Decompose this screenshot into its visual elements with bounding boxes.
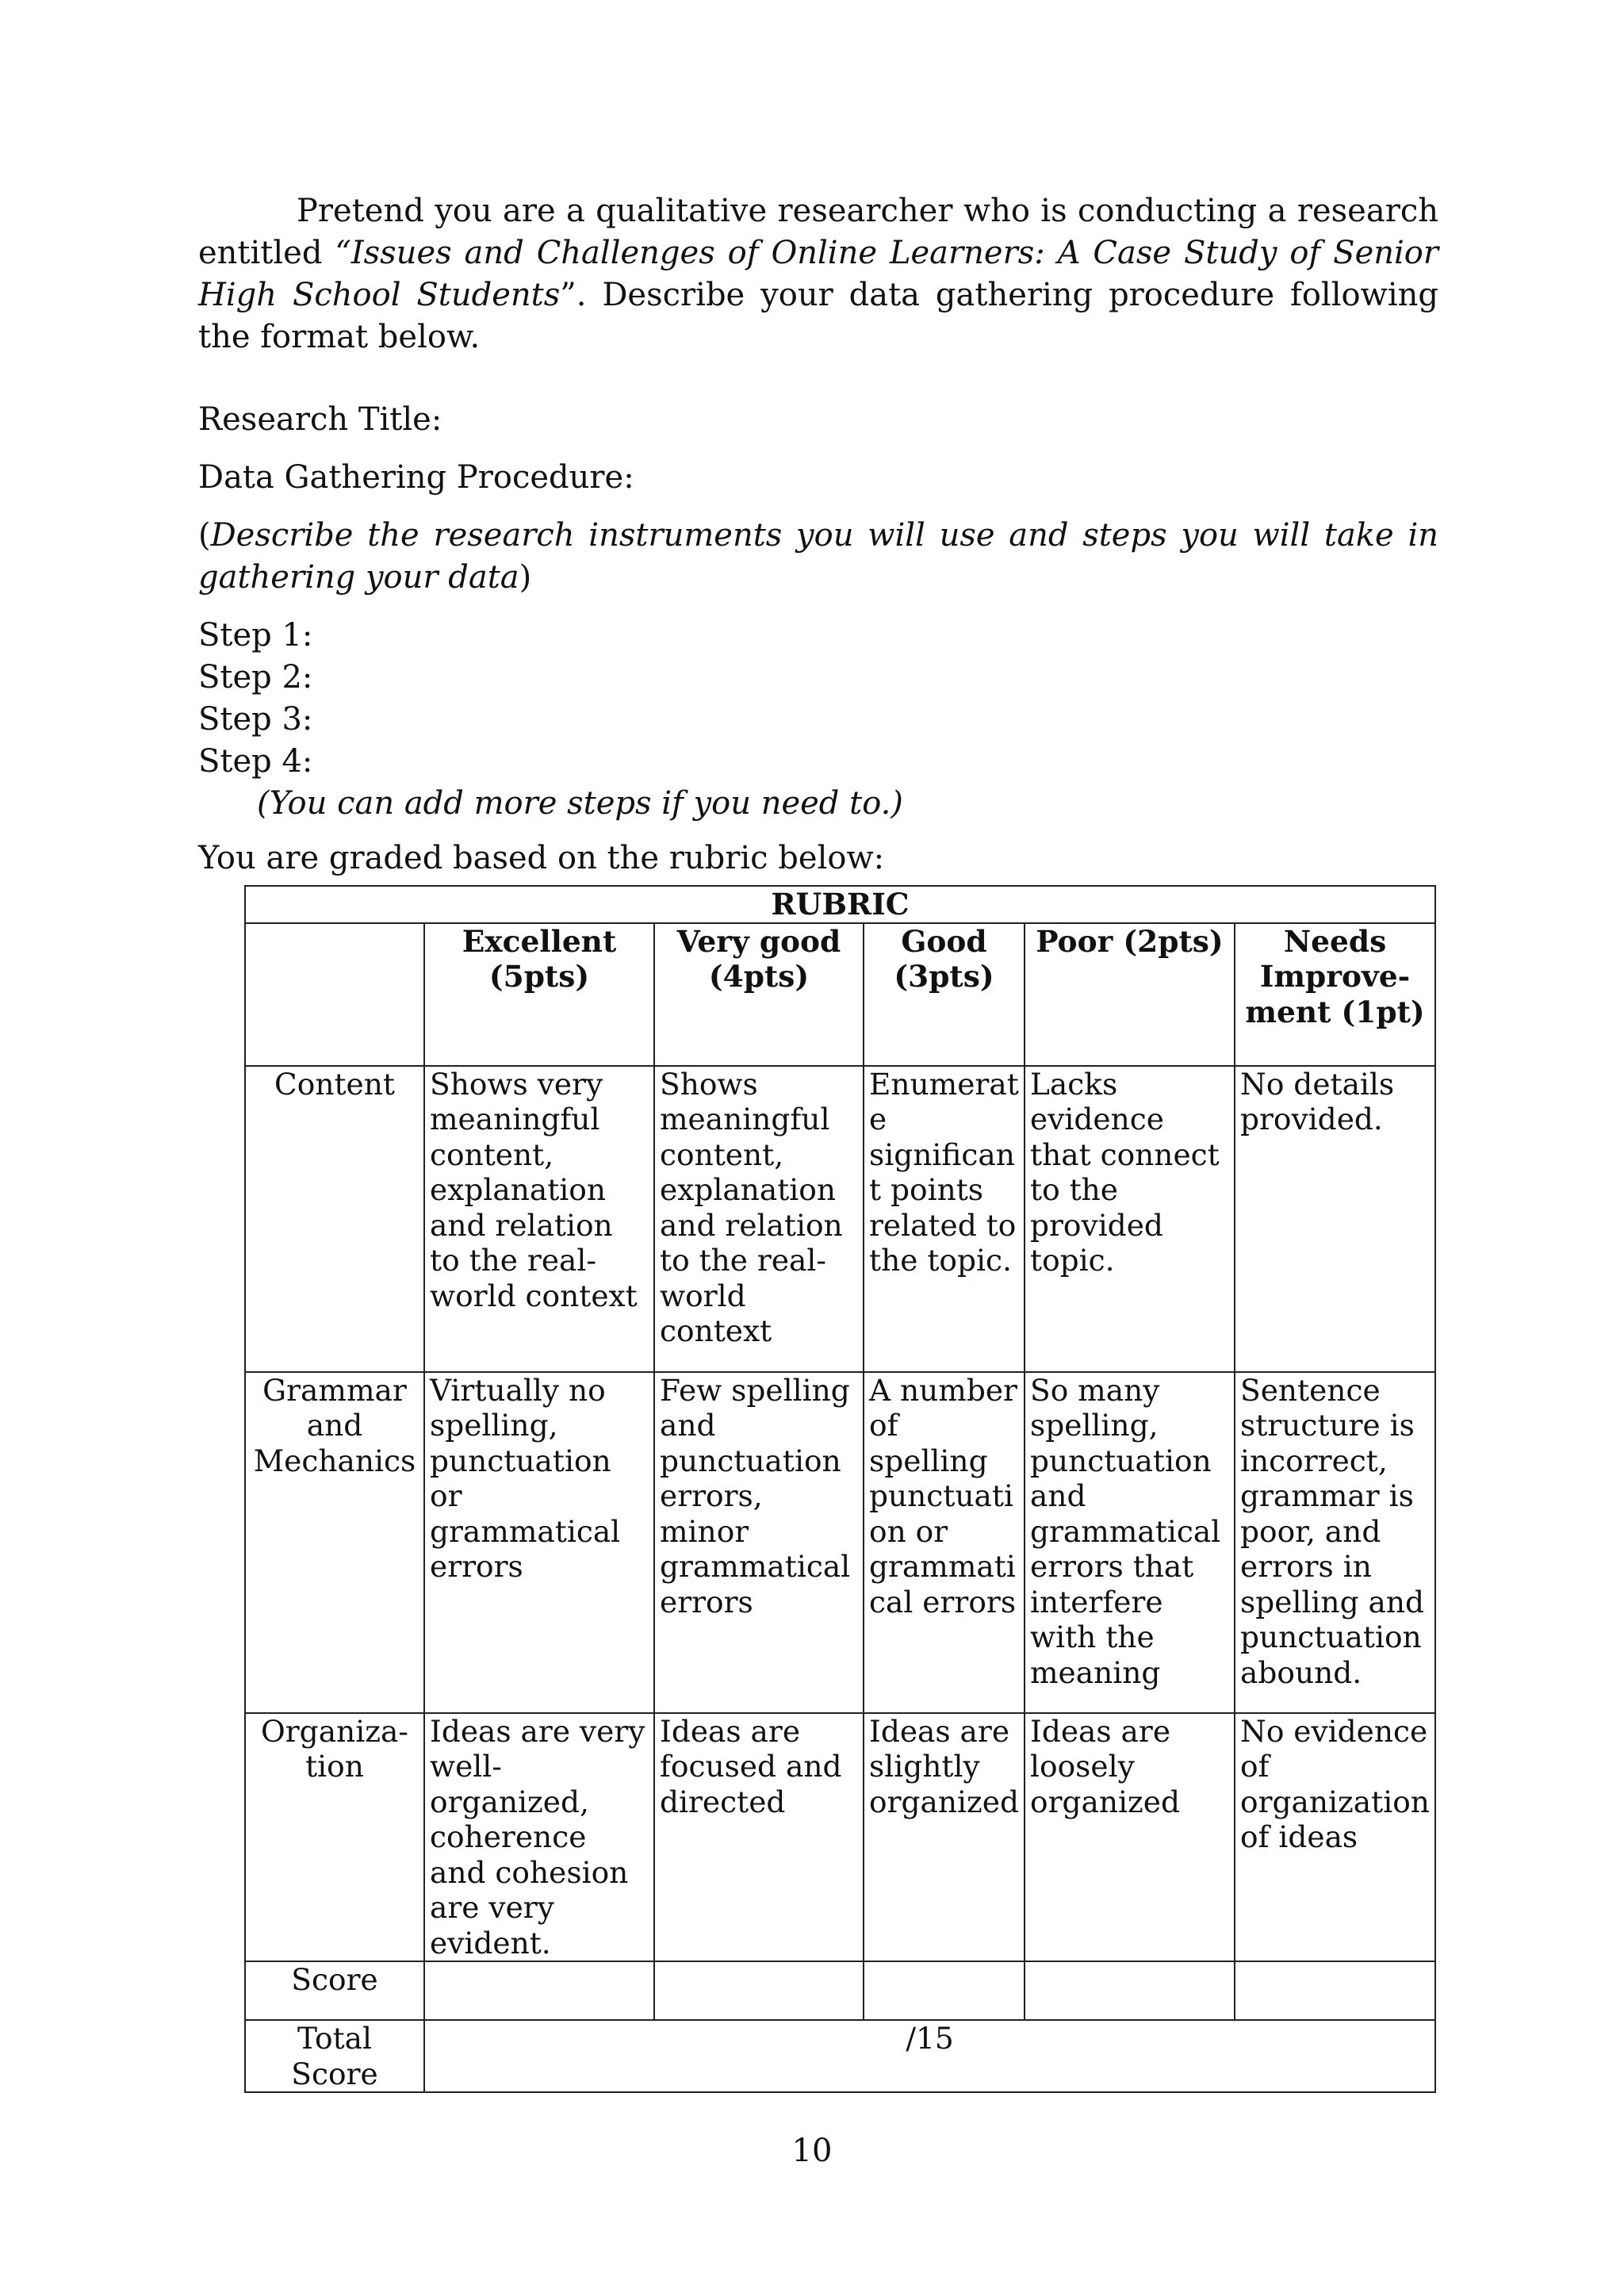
intro-tail: ”. Describe your data gathering procedure following the format below.: [198, 277, 1438, 355]
score-cell[interactable]: [1235, 1961, 1435, 2020]
header-good: Good (3pts): [864, 923, 1025, 1066]
step-item: Step 1:: [198, 617, 313, 654]
header-needs-improvement: Needs Improve-ment (1pt): [1235, 923, 1435, 1066]
rubric-cell: A number of spelling punctuation or grammatical errors: [864, 1372, 1025, 1713]
rubric-cell: Ideas are very well-organized, coherence and cohesion are very evident.: [424, 1713, 654, 1962]
rubric-cell: Enumerate significant points related to the topic.: [864, 1066, 1025, 1372]
instructions-text: Describe the research instruments you will use and steps you will take in gathering your data: [198, 517, 1438, 596]
page-number: 10: [791, 2133, 833, 2169]
rubric-row-organization: [245, 1713, 1435, 1962]
instructions-close-paren: ): [519, 559, 532, 596]
rubric-cell: Few spelling and punctuation errors, minor grammatical errors: [654, 1372, 864, 1713]
rubric-total-row: [245, 2020, 1435, 2092]
rubric-table: [244, 885, 1436, 2093]
step-item: Step 3:: [198, 701, 313, 738]
score-cell[interactable]: [864, 1961, 1025, 2020]
rubric-cell: Sentence structure is incorrect, grammar is poor, and errors in spelling and punctuation abound.: [1235, 1372, 1435, 1713]
rubric-cell: Ideas are loosely organized: [1025, 1713, 1235, 1962]
instructions-open-paren: (: [198, 517, 211, 554]
rubric-title: RUBRIC: [245, 886, 1435, 923]
rubric-score-row: [245, 1961, 1435, 2020]
criterion-content: Content: [245, 1066, 424, 1372]
steps-note: (You can add more steps if you need to.): [257, 785, 903, 822]
score-cell[interactable]: [654, 1961, 864, 2020]
graded-text: You are graded based on the rubric below:: [198, 840, 885, 876]
step-item: Step 2:: [198, 659, 313, 696]
header-very-good: Very good (4pts): [654, 923, 864, 1066]
rubric-cell: Shows very meaningful content, explanation and relation to the real-world context: [424, 1066, 654, 1372]
steps-list: [198, 615, 1438, 783]
intro-paragraph: [198, 190, 1438, 358]
total-score-value: /15: [424, 2020, 1435, 2092]
score-label: Score: [245, 1961, 424, 2020]
instructions: [198, 515, 1438, 599]
header-excellent: Excellent (5pts): [424, 923, 654, 1066]
page-body: [198, 190, 1438, 876]
step-item: Step 4:: [198, 743, 313, 780]
rubric-cell: Ideas are focused and directed: [654, 1713, 864, 1962]
rubric-header-row: [245, 923, 1435, 1066]
criterion-organization: Organiza-tion: [245, 1713, 424, 1962]
rubric-cell: No evidence of organization of ideas: [1235, 1713, 1435, 1962]
rubric-cell: Lacks evidence that connect to the provided topic.: [1025, 1066, 1235, 1372]
research-title-label: Research Title:: [198, 401, 442, 438]
data-gathering-label: Data Gathering Procedure:: [198, 459, 634, 496]
criterion-header-empty: [245, 923, 424, 1066]
rubric-row-content: [245, 1066, 1435, 1372]
rubric-title-row: [245, 886, 1435, 923]
intro-lead: Pretend you are a qualitative researcher who is conducting a research entitled: [198, 193, 1438, 271]
research-title-italic: “Issues and Challenges of Online Learners: A Case Study of Senior High School Students: [198, 235, 1438, 313]
rubric-cell: So many spelling, punctuation and grammatical errors that interfere with the meaning: [1025, 1372, 1235, 1713]
rubric-cell: Shows meaningful content, explanation and relation to the real-world context: [654, 1066, 864, 1372]
rubric-cell: No details provided.: [1235, 1066, 1435, 1372]
rubric-cell: Ideas are slightly organized: [864, 1713, 1025, 1962]
total-score-label: Total Score: [245, 2020, 424, 2092]
criterion-grammar: Grammar and Mechanics: [245, 1372, 424, 1713]
header-poor: Poor (2pts): [1025, 923, 1235, 1066]
score-cell[interactable]: [424, 1961, 654, 2020]
score-cell[interactable]: [1025, 1961, 1235, 2020]
rubric-cell: Virtually no spelling, punctuation or grammatical errors: [424, 1372, 654, 1713]
rubric-row-grammar: [245, 1372, 1435, 1713]
